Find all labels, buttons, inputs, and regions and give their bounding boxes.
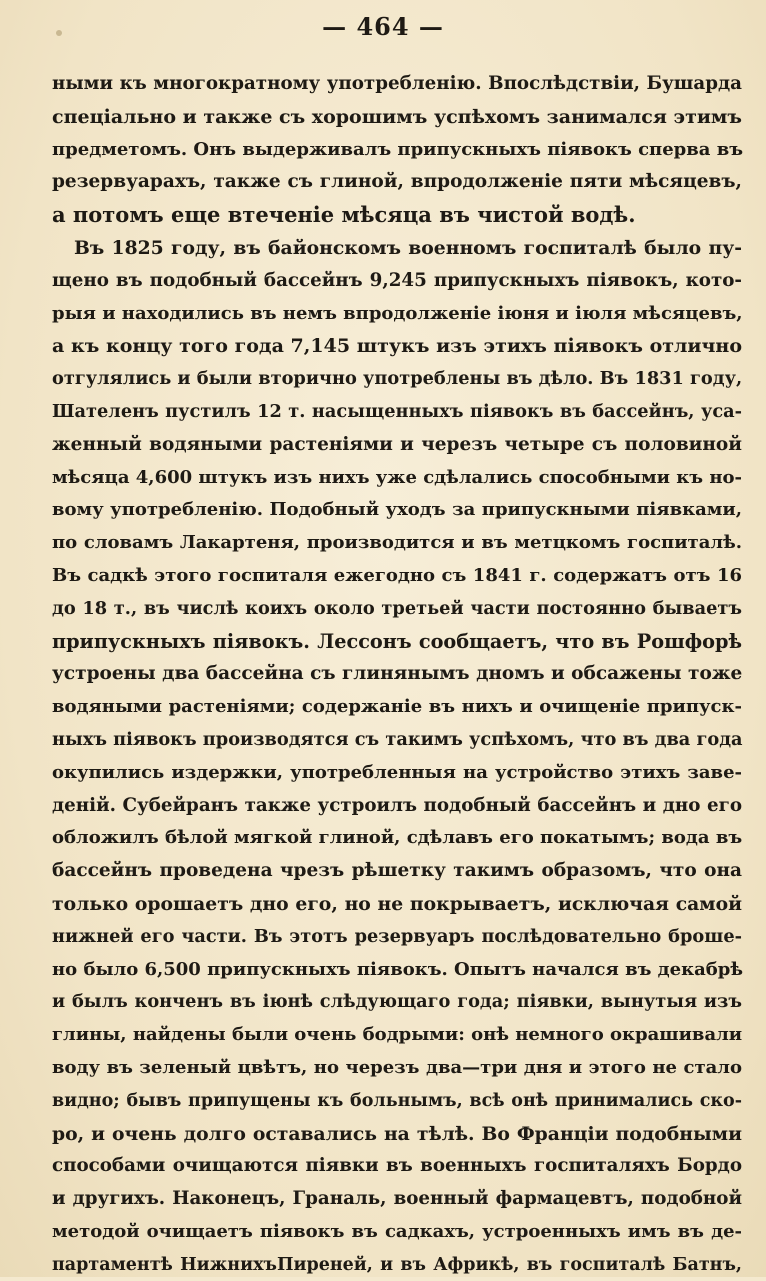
text-line: припускныхъ піявокъ. Лессонъ сообщаетъ, что въ Рошфорѣ [52, 629, 742, 653]
text-line: Въ 1825 году, въ байонскомъ военномъ госпиталѣ было пу- [74, 236, 742, 259]
text-line: ными къ многократному употребленію. Впослѣдствіи, Бушарда [52, 73, 742, 94]
text-line: только орошаетъ дно его, но не покрываетъ, исключая самой [52, 892, 742, 915]
text-line: до 18 т., въ числѣ коихъ около третьей части постоянно бываетъ [52, 597, 742, 619]
text-line: Въ садкѣ этого госпиталя ежегодно съ 1841 г. содержатъ отъ 16 [52, 564, 742, 586]
text-line: воду въ зеленый цвѣтъ, но черезъ два—три дня и этого не стало [52, 1056, 742, 1078]
text-line: водяными растеніями; содержаніе въ нихъ и очищеніе припуск- [52, 696, 742, 718]
text-line: по словамъ Лакартеня, производится и въ метцкомъ госпиталѣ. [52, 532, 742, 554]
text-line: резервуарахъ, также съ глиной, впродолженіе пяти мѣсяцевъ, [52, 171, 742, 193]
text-line: отгулялись и были вторично употреблены въ дѣло. Въ 1831 году, [52, 368, 743, 390]
text-line: женный водяными растеніями и черезъ четыре съ половиной [52, 433, 742, 455]
text-line: партаментѣ НижнихъПиреней, и въ Африкѣ, въ госпиталѣ Батнъ, [52, 1254, 742, 1275]
text-line: спеціально и также съ хорошимъ успѣхомъ занимался этимъ [52, 105, 743, 128]
text-line: предметомъ. Онъ выдерживалъ припускныхъ піявокъ сперва въ [52, 138, 744, 160]
text-line: рыя и находились въ немъ впродолженіе іюня и іюля мѣсяцевъ, [52, 302, 743, 324]
text-line: Шателенъ пустилъ 12 т. насыщенныхъ піявокъ въ бассейнъ, уса- [52, 400, 742, 422]
text-line: устроены два бассейна съ глинянымъ дномъ и обсажены тоже [52, 663, 743, 685]
body-text [52, 68, 742, 1281]
text-line: и другихъ. Наконецъ, Граналь, военный фармацевтъ, подобной [52, 1188, 742, 1210]
text-line: видно; бывъ припущены къ больнымъ, всѣ онѣ принимались ско- [52, 1090, 742, 1111]
text-line: обложилъ бѣлой мягкой глиной, сдѣлавъ его покатымъ; вода въ [52, 827, 743, 849]
text-line: мѣсяца 4,600 штукъ изъ нихъ уже сдѣлались способными къ но- [52, 466, 742, 488]
text-line: деній. Субейранъ также устроилъ подобный бассейнъ и дно его [52, 794, 742, 816]
text-line: а къ концу того года 7,145 штукъ изъ этихъ піявокъ отлично [52, 335, 742, 358]
text-line: вому употребленію. Подобный уходъ за припускными піявками, [52, 499, 742, 521]
text-line: щено въ подобный бассейнъ 9,245 припускныхъ піявокъ, кото- [52, 269, 742, 291]
text-line: способами очищаются піявки въ военныхъ госпиталяхъ Бордо [52, 1155, 742, 1177]
text-line: методой очищаетъ піявокъ въ садкахъ, устроенныхъ имъ въ де- [52, 1220, 742, 1242]
text-line: но было 6,500 припускныхъ піявокъ. Опытъ начался въ декабрѣ [52, 958, 744, 980]
text-line: ро, и очень долго оставались на тѣлѣ. Во Франціи подобными [52, 1122, 742, 1145]
text-line: глины, найдены были очень бодрыми: онѣ немного окрашивали [52, 1024, 743, 1046]
text-line: ныхъ піявокъ производятся съ такимъ успѣхомъ, что въ два года [52, 728, 743, 750]
text-line: нижней его части. Въ этотъ резервуаръ послѣдовательно броше- [52, 925, 742, 947]
text-line: а потомъ еще втеченіе мѣсяца въ чистой водѣ. [52, 202, 636, 228]
page-number: — 464 — [322, 12, 444, 41]
text-line: и былъ конченъ въ іюнѣ слѣдующаго года; піявки, вынутыя изъ [52, 991, 742, 1013]
text-line: бассейнъ проведена чрезъ рѣшетку такимъ образомъ, что она [52, 860, 742, 882]
text-line: окупились издержки, употребленныя на устройство этихъ заве- [52, 761, 742, 783]
